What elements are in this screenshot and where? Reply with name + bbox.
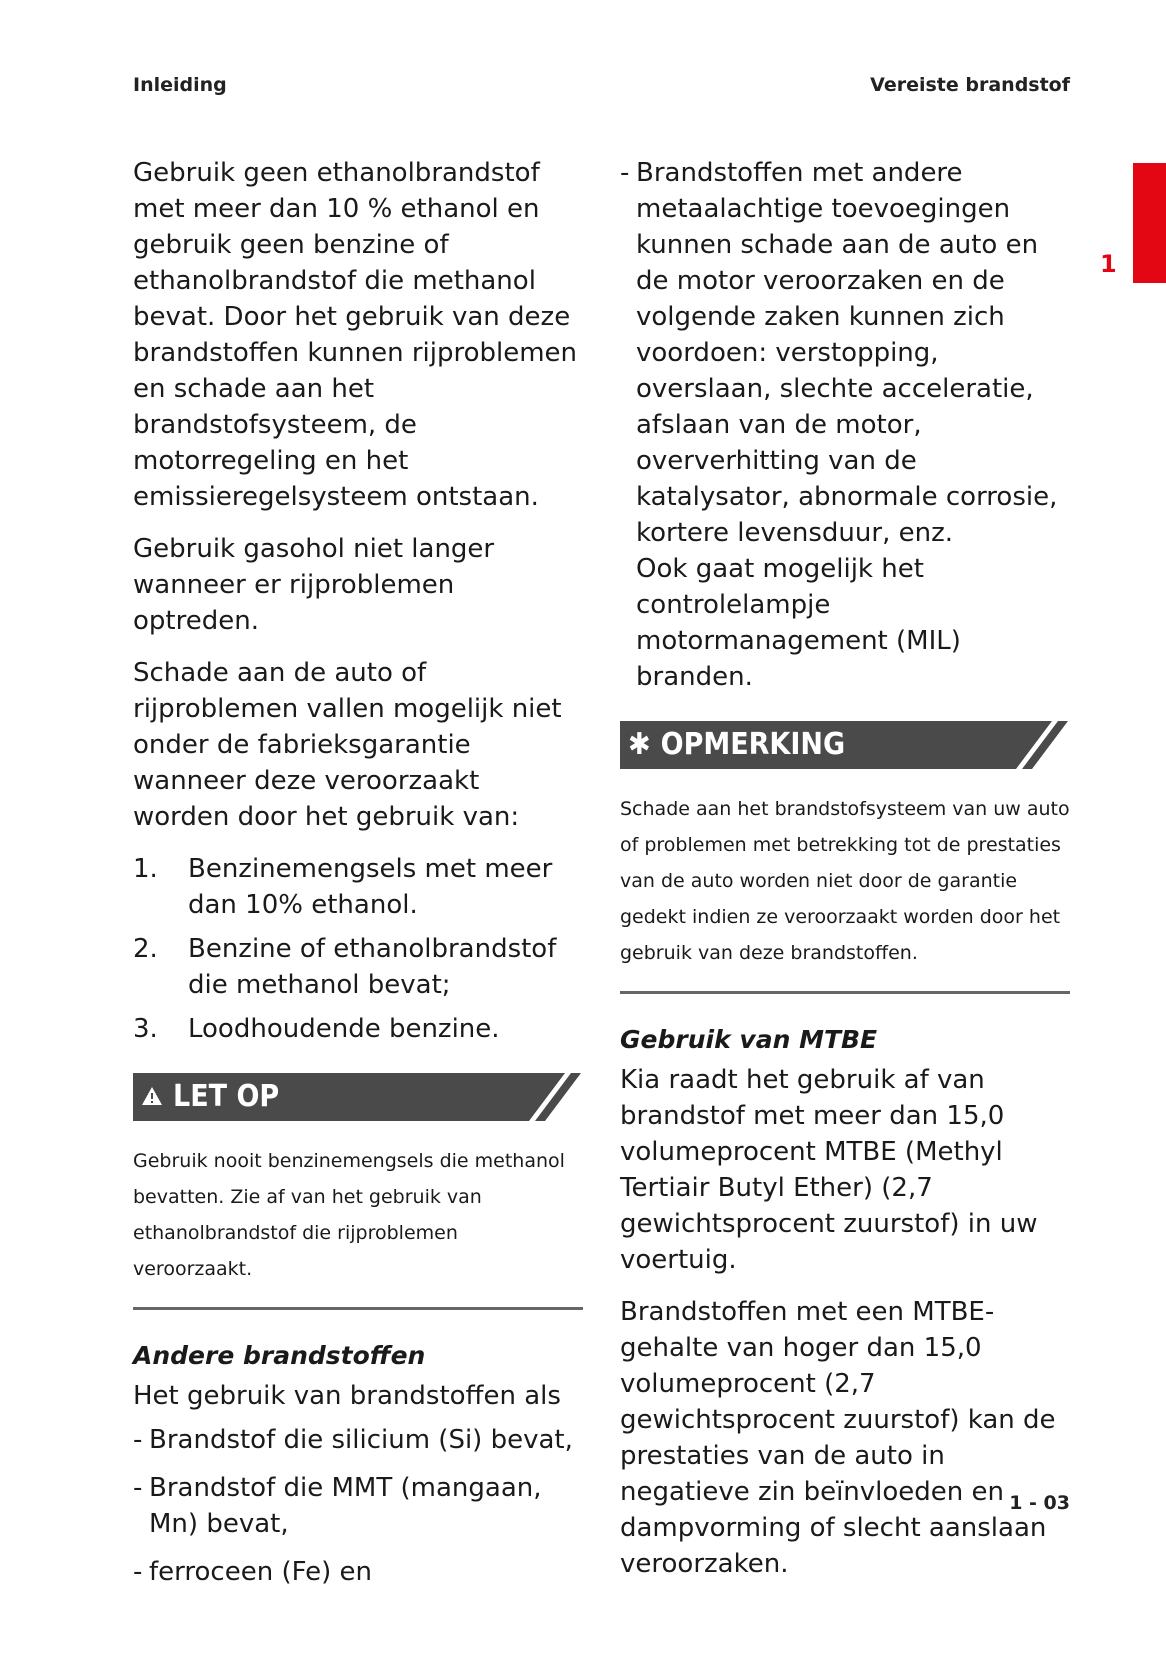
chapter-number: 1: [1100, 250, 1117, 278]
section-title: Andere brandstoffen: [133, 1341, 426, 1370]
list-item: - Brandstof die silicium (Si) bevat,: [133, 1422, 583, 1458]
paragraph: Kia raadt het gebruik af van brandstof met meer dan 15,0 volumeprocent MTBE (Methyl Tertiair Butyl Ether) (2,7 gewichtsprocent zuurstof) in uw voertuig.: [620, 1065, 1038, 1275]
list-number: 1.: [133, 854, 158, 884]
asterisk-icon: ✱: [628, 727, 651, 762]
list-text: Brandstof die silicium (Si) bevat,: [149, 1425, 573, 1455]
list-number: 3.: [133, 1014, 158, 1044]
paragraph: Schade aan de auto of rijproblemen vallen mogelijk niet onder de fabrieksgarantie wanneer deze veroorzaakt worden door het gebruik van:: [133, 658, 562, 832]
chapter-tab: [1133, 163, 1166, 283]
warning-triangle-icon: [141, 1073, 163, 1121]
paragraph: Het gebruik van brandstoffen als: [133, 1381, 561, 1411]
divider: [620, 991, 1070, 994]
list-number: 2.: [133, 934, 158, 964]
note-title: OPMERKING: [660, 727, 846, 762]
banner-stripes: [503, 1073, 583, 1121]
list-item: [133, 931, 583, 1003]
page-number: 1 - 03: [1009, 1492, 1070, 1514]
list-item: [133, 851, 583, 923]
list-item-continuation: [620, 551, 1070, 695]
banner-stripes: [990, 721, 1070, 769]
caution-text: Gebruik nooit benzinemengsels die methanol bevatten. Zie af van het gebruik van ethanolbrandstof die rijproblemen veroorzaakt.: [133, 1150, 565, 1280]
list-text: ferroceen (Fe) en: [149, 1557, 372, 1587]
divider: [133, 1307, 583, 1310]
list-text: Loodhoudende benzine.: [188, 1014, 500, 1044]
section-title: Gebruik van MTBE: [620, 1025, 878, 1054]
paragraph: Gebruik gasohol niet langer wanneer er rijproblemen optreden.: [133, 534, 495, 636]
list-text: Benzine of ethanolbrandstof die methanol bevat;: [188, 934, 557, 1000]
list-text: Ook gaat mogelijk het controlelampje motormanagement (MIL) branden.: [636, 554, 961, 692]
note-text: Schade aan het brandstofsysteem van uw auto of problemen met betrekking tot de prestaties van de auto worden niet door de garantie gedekt indien ze veroorzaakt worden door het gebruik van deze brandstoffen.: [620, 798, 1070, 964]
caution-banner: [133, 1073, 583, 1121]
list-text: Brandstof die MMT (mangaan, Mn) bevat,: [149, 1473, 542, 1539]
note-banner: [620, 721, 1070, 769]
running-header-right: Vereiste brandstof: [870, 74, 1070, 96]
list-item: [133, 1011, 583, 1047]
list-text: Brandstoffen met andere metaalachtige toevoegingen kunnen schade aan de auto en de motor veroorzaken en de volgende zaken kunnen zich voordoen: verstopping, overslaan, slechte acceleratie, afslaan van de motor, oververhitting van de katalysator, abnormale corrosie, kortere levensduur, enz.: [636, 158, 1058, 548]
list-item: - ferroceen (Fe) en: [133, 1554, 583, 1590]
running-header-left: Inleiding: [133, 74, 227, 96]
right-column: [620, 155, 1070, 1598]
paragraph: Brandstoffen met een MTBE-gehalte van hoger dan 15,0 volumeprocent (2,7 gewichtsprocent zuurstof) kan de prestaties van de auto in negatieve zin beïnvloeden en dampvorming of slecht aanslaan veroorzaken.: [620, 1297, 1056, 1579]
left-column: [133, 155, 583, 1602]
caution-title: LET OP: [173, 1079, 280, 1114]
list-item: - Brandstof die MMT (mangaan, Mn) bevat,: [133, 1470, 583, 1542]
paragraph: Gebruik geen ethanolbrandstof met meer dan 10 % ethanol en gebruik geen benzine of ethanolbrandstof die methanol bevat. Door het gebruik van deze brandstoffen kunnen rijproblemen en schade aan het brandstofsysteem, de motorregeling en het emissieregelsysteem ontstaan.: [133, 158, 578, 512]
list-item: - Brandstoffen met andere metaalachtige toevoegingen kunnen schade aan de auto en de motor veroorzaken en de volgende zaken kunnen zich voordoen: verstopping, overslaan, slechte acceleratie, afslaan van de motor, oververhitting van de katalysator, abnormale corrosie, kortere levensduur, enz.: [620, 155, 1070, 551]
list-text: Benzinemengsels met meer dan 10% ethanol.: [188, 854, 553, 920]
